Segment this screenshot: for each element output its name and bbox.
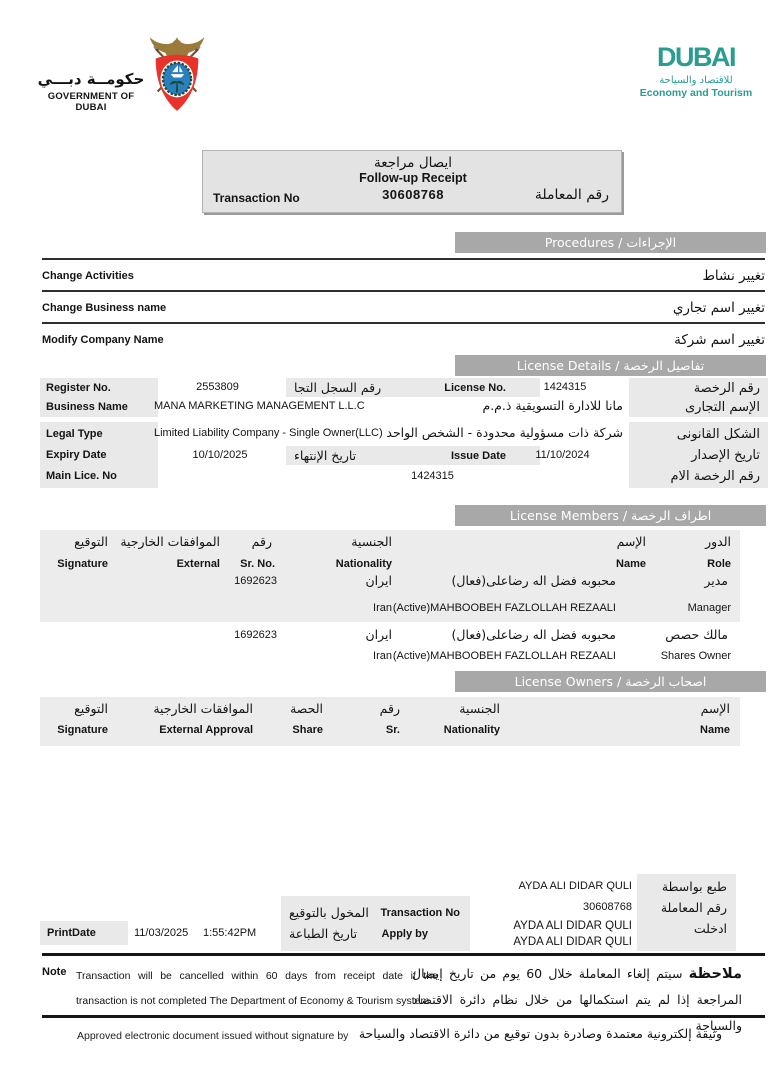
member-role-en: Shares Owner xyxy=(660,650,731,662)
print-info-center-labels-box xyxy=(281,896,470,951)
det-tagline-arabic: للاقتصاد والسياحة xyxy=(659,75,733,86)
owners-col-signature-en: Signature xyxy=(57,724,108,736)
register-no-label-en: Register No. xyxy=(46,382,111,394)
owners-col-signature-ar: التوقيع xyxy=(74,701,108,716)
government-of-dubai-logotype xyxy=(36,70,146,113)
license-no-value: 1424315 xyxy=(543,381,587,393)
authorized-by-value: AYDA ALI DIDAR QULI xyxy=(513,936,632,948)
procedure-name-en: Modify Company Name xyxy=(42,334,164,346)
print-info-arabic-labels-box xyxy=(637,874,736,951)
note-label-ar: ملاحظة xyxy=(688,966,742,982)
print-date-label-en: PrintDate xyxy=(40,921,128,945)
divider-line xyxy=(42,953,765,956)
expiry-date-label-ar: تاريخ الإنتهاء xyxy=(294,448,357,463)
legal-type-label-en: Legal Type xyxy=(46,428,103,440)
members-col-signature-ar: التوقيع xyxy=(74,534,108,549)
owners-col-name-ar: الإسم xyxy=(700,701,730,716)
det-tagline-english: Economy and Tourism xyxy=(639,87,753,99)
members-col-external-en: External xyxy=(176,558,220,570)
divider-line xyxy=(42,1015,765,1018)
legal-type-value-en: Limited Liability Company - Single Owner(LLC) xyxy=(154,427,383,439)
license-details-section-header: تفاصيل الرخصة / License Details xyxy=(455,355,766,376)
business-name-label-ar: الإسم التجارى xyxy=(684,400,760,415)
transaction-no-print-value: 30608768 xyxy=(583,901,632,913)
owners-col-sr-en: Sr. xyxy=(385,724,400,736)
printed-by-value: AYDA ALI DIDAR QULI xyxy=(518,880,632,892)
member-name-en: (Active)MAHBOOBEH FAZLOLLAH REZAALI xyxy=(392,650,616,662)
procedure-name-ar: تغيير نشاط xyxy=(702,268,765,284)
register-no-label-ar: رقم السجل التجا xyxy=(294,380,382,395)
receipt-title-box xyxy=(202,150,622,213)
legaltype-issue-mainlic-labels-ar xyxy=(629,422,768,488)
procedure-row xyxy=(42,258,765,292)
apply-by-label-en: Apply by xyxy=(381,927,428,940)
print-date-label-ar: تاريخ الطباعة xyxy=(289,926,358,941)
gov-dubai-english-title: GOVERNMENT OF DUBAI xyxy=(47,91,135,113)
license-no-label-ar: رقم الرخصة xyxy=(693,381,760,396)
member-nationality-en: Iran xyxy=(373,650,392,662)
owners-col-external-ar: الموافقات الخارجية xyxy=(153,701,253,716)
issue-date-label-en: Issue Date xyxy=(450,449,506,462)
register-no-value: 2553809 xyxy=(196,381,239,393)
member-role-en: Manager xyxy=(687,602,731,614)
legaltype-expiry-mainlic-labels xyxy=(40,422,158,488)
owners-col-share-ar: الحصة xyxy=(290,701,323,716)
transaction-no-label-ar: رقم المعاملة xyxy=(534,187,609,203)
receipt-title-group xyxy=(313,155,513,202)
note-text-en: Transaction will be cancelled within 60 days from receipt date if the transaction is not completed The Department of Economy & Tourism system xyxy=(76,970,438,1007)
receipt-transaction-number: 30608768 xyxy=(382,187,444,202)
main-license-label-en: Main Lice. No xyxy=(46,470,117,482)
printed-by-label-ar: طبع بواسطة xyxy=(661,879,727,894)
procedure-name-en: Change Business name xyxy=(42,302,167,314)
member-name-ar: محبوبه فضل اله رضاعلى(فعال) xyxy=(451,573,616,588)
entered-by-label-ar: ادخلت xyxy=(693,921,727,936)
members-col-nationality-ar: الجنسية xyxy=(351,534,392,549)
members-col-srno-en: Sr. No. xyxy=(240,558,275,570)
procedure-name-ar: تغيير اسم شركة xyxy=(674,332,765,348)
owners-col-share-en: Share xyxy=(292,724,323,736)
transaction-no-label-en: Transaction No xyxy=(213,191,300,205)
dubai-coat-of-arms-icon xyxy=(146,34,208,118)
member-sr-no: 1692623 xyxy=(234,629,277,641)
license-no-label-en: License No. xyxy=(444,381,506,394)
receipt-title-arabic: ايصال مراجعة xyxy=(374,155,452,171)
members-col-nationality-en: Nationality xyxy=(335,558,392,570)
license-owners-section-header: اصحاب الرخصة / License Owners xyxy=(455,671,766,692)
member-name-ar: محبوبه فضل اله رضاعلى(فعال) xyxy=(451,627,616,642)
register-businessname-labels xyxy=(40,378,158,417)
receipt-title-english: Follow-up Receipt xyxy=(359,171,467,185)
procedure-name-en: Change Activities xyxy=(42,270,134,282)
note-label-en: Note xyxy=(42,966,67,978)
member-role-ar: مالك حصص xyxy=(665,627,728,642)
gov-dubai-arabic-title: حكومــة دبـــي xyxy=(37,70,145,88)
members-col-external-ar: الموافقات الخارجية xyxy=(120,534,220,549)
members-col-signature-en: Signature xyxy=(57,558,108,570)
authorized-signatory-label-ar: المخول بالتوقيع xyxy=(289,905,369,920)
main-license-value: 1424315 xyxy=(411,470,454,482)
owners-col-name-en: Name xyxy=(700,724,730,736)
legal-type-value-ar: شركة ذات مسؤولية محدودة - الشخص الواحد xyxy=(386,425,623,440)
owners-col-nationality-ar: الجنسية xyxy=(459,701,500,716)
members-col-srno-ar: رقم xyxy=(251,534,272,549)
license-members-section-header: اطراف الرخصة / License Members xyxy=(455,505,766,526)
member-name-en: (Active)MAHBOOBEH FAZLOLLAH REZAALI xyxy=(392,602,616,614)
footer-approved-text-ar: وثيقة إلكترونية معتمدة وصادرة بدون توقيع من دائرة الاقتصاد والسياحة xyxy=(358,1026,722,1041)
member-nationality-ar: ايران xyxy=(365,573,392,588)
members-col-name-ar: الإسم xyxy=(616,534,646,549)
business-name-value-ar: مانا للادارة التسويقية ذ.م.م xyxy=(482,398,623,413)
member-nationality-en: Iran xyxy=(373,602,392,614)
owners-col-external-en: External Approval xyxy=(159,724,253,736)
business-name-label-en: Business Name xyxy=(46,401,128,413)
members-col-name-en: Name xyxy=(616,558,646,570)
procedure-row xyxy=(42,290,765,324)
owners-col-nationality-en: Nationality xyxy=(443,724,500,736)
expiry-date-label-en: Expiry Date xyxy=(46,449,107,461)
procedures-section-header: الإجراءات / Procedures xyxy=(455,232,766,253)
issue-date-value: 11/10/2024 xyxy=(535,449,590,461)
members-col-role-en: Role xyxy=(707,558,731,570)
members-col-role-ar: الدور xyxy=(705,534,731,549)
member-role-ar: مدير xyxy=(704,573,728,588)
note-text-ar: ملاحظة سيتم إلغاء المعاملة خلال 60 يوم من تاريخ إيصال المراجعة إذا لم يتم استكمالها من خلال نظام دائرة الاقتصاد والسياحة xyxy=(412,966,742,1033)
member-sr-no: 1692623 xyxy=(234,575,277,587)
transaction-no-print-label-ar: رقم المعاملة xyxy=(660,900,727,915)
footer-approved-text-en: Approved electronic document issued without signature by xyxy=(77,1030,349,1042)
print-time-value: 1:55:42PM xyxy=(203,927,257,939)
expiry-date-value: 10/10/2025 xyxy=(192,449,248,461)
business-name-value-en: MANA MARKETING MANAGEMENT L.L.C xyxy=(154,400,365,412)
issue-date-label-ar: تاريخ الإصدار xyxy=(691,448,760,463)
transaction-no-label-en-print: Transaction No xyxy=(380,906,460,919)
legal-type-label-ar: الشكل القانونى xyxy=(676,427,760,442)
procedure-row xyxy=(42,322,765,356)
entered-by-value: AYDA ALI DIDAR QULI xyxy=(513,920,632,932)
member-nationality-ar: ايران xyxy=(365,627,392,642)
owners-col-sr-ar: رقم xyxy=(379,701,400,716)
license-businessname-labels-ar xyxy=(629,378,768,417)
print-date-value: 11/03/2025 xyxy=(134,927,189,939)
main-license-label-ar: رقم الرخصة الام xyxy=(670,469,760,484)
procedure-name-ar: تغيير اسم تجاري xyxy=(672,300,765,316)
det-wordmark: DUBAI xyxy=(657,42,735,72)
dubai-economy-tourism-logo xyxy=(638,44,754,99)
